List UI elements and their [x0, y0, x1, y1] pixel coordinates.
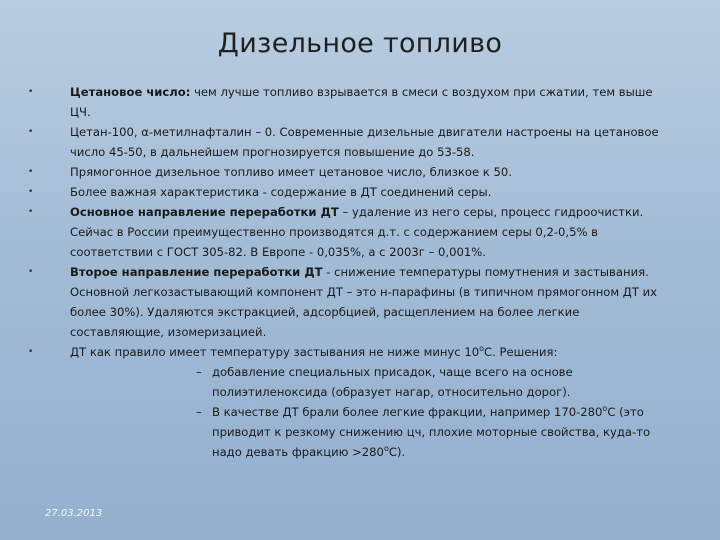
slide-title: Дизельное топливо: [217, 28, 503, 59]
sub-item: [70, 362, 666, 402]
bullet-item: [26, 262, 666, 342]
slide-content: [26, 82, 666, 462]
bullet-bold-term: Цетановое число:: [70, 85, 191, 99]
bullet-icon: •: [28, 207, 34, 217]
bullet-text: чем лучше топливо взрывается в смеси с воздухом при сжатии, тем выше ЦЧ.: [70, 85, 653, 119]
bullet-icon: •: [28, 347, 34, 357]
degree-sign: о: [602, 404, 608, 414]
bullet-item: [26, 342, 666, 462]
sub-text: В качестве ДТ брали более легкие фракции, например 170-280: [212, 405, 603, 419]
bullet-item: [26, 182, 666, 202]
bullet-text: – удаление из него серы, процесс гидроочистки. Сейчас в России преимущественно производятся д.т. с содержанием серы 0,2-0,5% в соответствии с ГОСТ 305-82. В Европе - 0,035%, а с 2003г – 0,001%.: [70, 205, 644, 259]
bullet-list: [26, 82, 666, 462]
bullet-bold-term: Основное направление переработки ДТ: [70, 205, 339, 219]
dash-icon: –: [196, 405, 202, 419]
bullet-text: ДТ как правило имеет температуру застывания не ниже минус 10: [70, 345, 480, 359]
bullet-item: [26, 202, 666, 262]
sub-text: добавление специальных присадок, чаще всего на основе полиэтиленоксида (образует нагар, относительно дорог).: [212, 365, 573, 399]
bullet-text: Прямогонное дизельное топливо имеет цетановое число, близкое к 50.: [70, 165, 512, 179]
sub-text: С).: [388, 445, 406, 459]
bullet-bold-term: Второе направление переработки ДТ: [70, 265, 323, 279]
bullet-text: Более важная характеристика - содержание в ДТ соединений серы.: [70, 185, 492, 199]
degree-sign: о: [383, 444, 389, 454]
sub-list: [70, 362, 666, 462]
sub-text: С (это приводит к резкому снижению цч, плохие моторные свойства, куда-то надо девать фракцию >280: [212, 405, 651, 459]
dash-icon: –: [196, 365, 202, 379]
bullet-icon: •: [28, 87, 34, 97]
bullet-icon: •: [28, 187, 34, 197]
bullet-icon: •: [28, 127, 34, 137]
bullet-item: [26, 122, 666, 162]
bullet-icon: •: [28, 167, 34, 177]
bullet-icon: •: [28, 267, 34, 277]
bullet-item: [26, 82, 666, 122]
degree-sign: о: [479, 344, 485, 354]
slide-date: 27.03.2013: [45, 508, 103, 519]
sub-item: [70, 402, 666, 462]
bullet-text: Цетан-100, α-метилнафталин – 0. Современные дизельные двигатели настроены на цетановое число 45-50, в дальнейшем прогнозируется повышение до 53-58.: [70, 125, 659, 159]
bullet-item: [26, 162, 666, 182]
bullet-text: - снижение температуры помутнения и застывания. Основной легкозастывающий компонент ДТ – это н-парафины (в типичном прямогонном ДТ их более 30%). Удаляются экстракцией, адсорбцией, расщеплением на более легкие составляющие, изомеризацией.: [70, 265, 658, 339]
bullet-text: С. Решения:: [484, 345, 558, 359]
